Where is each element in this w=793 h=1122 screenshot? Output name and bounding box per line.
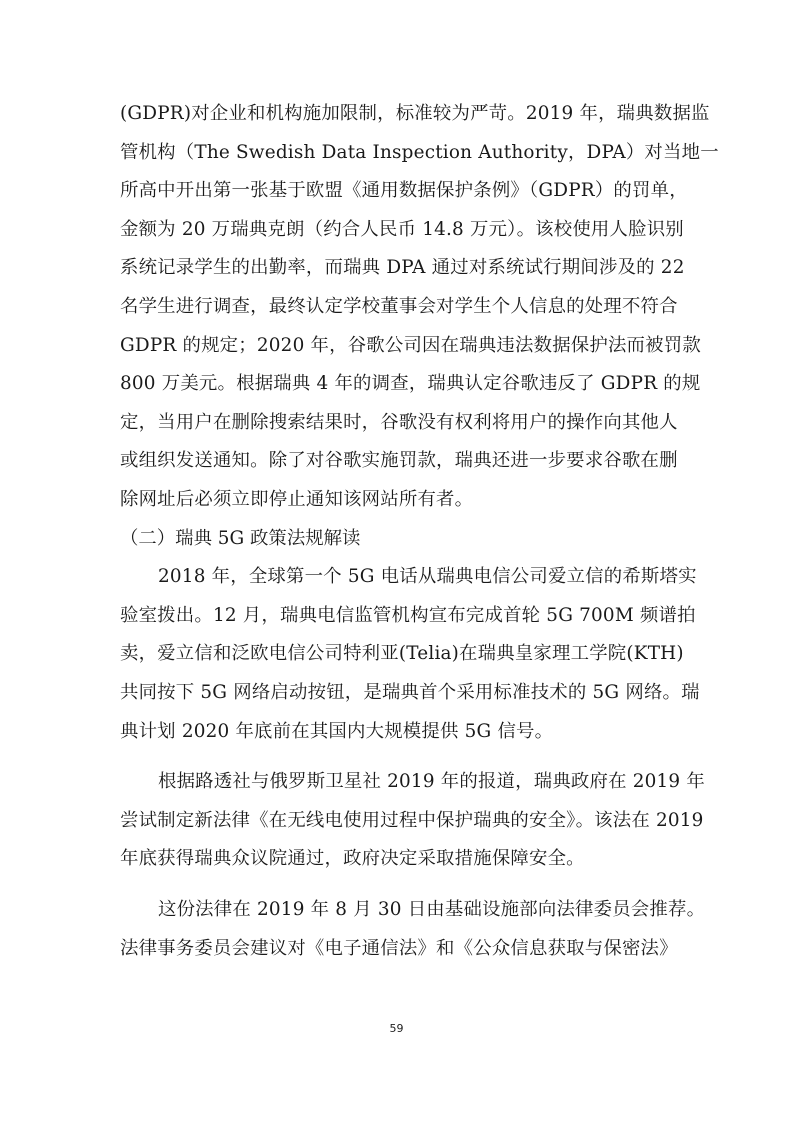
body-line: 定，当用户在删除搜索结果时，谷歌没有权利将用户的操作向其他人 xyxy=(120,412,678,433)
body-line: GDPR 的规定；2020 年，谷歌公司因在瑞典违法数据保护法而被罚款 xyxy=(120,335,701,356)
body-line: 名学生进行调查，最终认定学校董事会对学生个人信息的处理不符合 xyxy=(120,296,678,317)
body-line: 金额为 20 万瑞典克朗（约合人民币 14.8 万元）。该校使用人脸识别 xyxy=(120,219,684,240)
body-line: 卖，爱立信和泛欧电信公司特利亚(Telia)在瑞典皇家理工学院(KTH) xyxy=(120,643,684,664)
body-line: 验室拨出。12 月，瑞典电信监管机构宣布完成首轮 5G 700M 频谱拍 xyxy=(120,605,696,626)
page-number: 59 xyxy=(389,1022,404,1035)
section-heading: （二）瑞典 5G 政策法规解读 xyxy=(120,528,361,549)
body-line: 管机构（The Swedish Data Inspection Authority，DPA）对当地一 xyxy=(120,142,719,163)
body-line: 共同按下 5G 网络启动按钮，是瑞典首个采用标准技术的 5G 网络。瑞 xyxy=(120,682,700,703)
body-line: 2018 年，全球第一个 5G 电话从瑞典电信公司爱立信的希斯塔实 xyxy=(158,566,697,587)
body-line: 所高中开出第一张基于欧盟《通用数据保护条例》（GDPR）的罚单， xyxy=(120,180,688,201)
body-line: 或组织发送通知。除了对谷歌实施罚款，瑞典还进一步要求谷歌在删 xyxy=(120,450,678,471)
body-line: 除网址后必须立即停止通知该网站所有者。 xyxy=(120,489,474,510)
body-line: (GDPR)对企业和机构施加限制，标准较为严苛。2019 年，瑞典数据监 xyxy=(120,103,710,124)
body-line: 800 万美元。根据瑞典 4 年的调查，瑞典认定谷歌违反了 GDPR 的规 xyxy=(120,373,701,394)
body-line: 系统记录学生的出勤率，而瑞典 DPA 通过对系统试行期间涉及的 22 xyxy=(120,257,685,278)
body-line: 年底获得瑞典众议院通过，政府决定采取措施保障安全。 xyxy=(120,848,585,869)
body-line: 这份法律在 2019 年 8 月 30 日由基础设施部向法律委员会推荐。 xyxy=(158,899,706,920)
body-line: 尝试制定新法律《在无线电使用过程中保护瑞典的安全》。该法在 2019 xyxy=(120,810,704,831)
body-line: 根据路透社与俄罗斯卫星社 2019 年的报道，瑞典政府在 2019 年 xyxy=(158,771,705,792)
body-line: 法律事务委员会建议对《电子通信法》和《公众信息获取与保密法》 xyxy=(120,938,678,959)
body-line: 典计划 2020 年底前在其国内大规模提供 5G 信号。 xyxy=(120,721,554,742)
